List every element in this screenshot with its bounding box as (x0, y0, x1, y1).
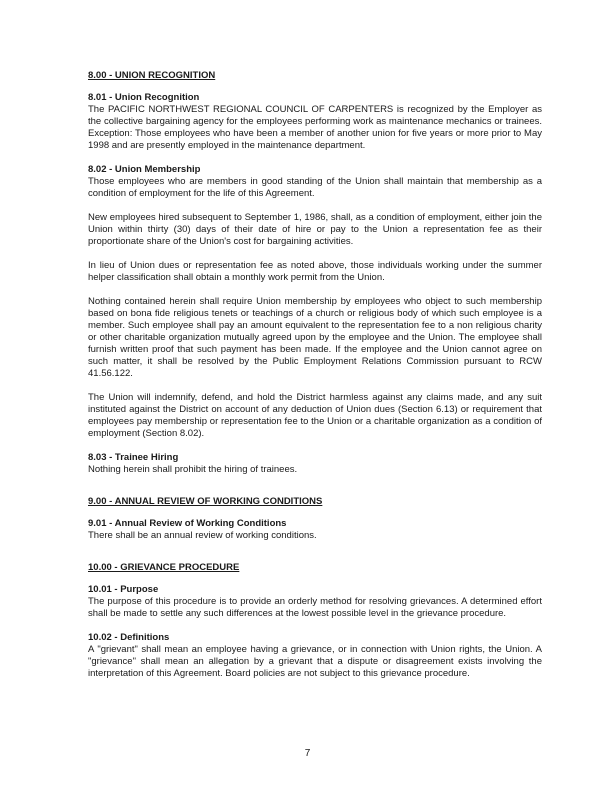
paragraph-8-02-e: The Union will indemnify, defend, and hold the District harmless against any claims made, and any suit instituted against the District on account of any deduction of Union dues (Section 6.13) or requirement that employees pay membership or representation fee to the Union or a charitable organization as a condition of employment (Section 8.02). (88, 392, 542, 439)
subsection-title-8-01: 8.01 - Union Recognition (88, 92, 200, 103)
subsection-title-9-01: 9.01 - Annual Review of Working Conditions (88, 518, 287, 529)
spacer (88, 554, 542, 562)
paragraph-10-01: The purpose of this procedure is to provide an orderly method for resolving grievances. A determined effort shall be made to settle any such differences at the lowest possible level in the grievance procedure. (88, 596, 542, 619)
subsection-title-10-02: 10.02 - Definitions (88, 632, 170, 643)
paragraph-8-01: The PACIFIC NORTHWEST REGIONAL COUNCIL OF CARPENTERS is recognized by the Employer as the collective bargaining agency for the employees performing work as maintenance mechanics or trainees. Exception: Those employees who have been a member of another union for five years or more prior to May 1998 and are presently employed in the maintenance department. (88, 104, 542, 151)
section-heading-10-00: 10.00 - GRIEVANCE PROCEDURE (88, 562, 240, 573)
paragraph-8-02-d: Nothing contained herein shall require Union membership by employees who object to such membership based on bona fide religious tenets or teachings of a church or religious body of which such employee is a member. Such employee shall pay an amount equivalent to the representation fee to a non religious charity or other charitable organization mutually agreed upon by the employee and the Union. The employee shall furnish written proof that such payment has been made. If the employee and the Union cannot agree on such matter, it shall be resolved by the Public Employment Relations Commission pursuant to RCW 41.56.122. (88, 296, 542, 379)
paragraph-9-01: There shall be an annual review of working conditions. (88, 530, 317, 541)
document-body (88, 70, 542, 692)
section-heading-9-00: 9.00 - ANNUAL REVIEW OF WORKING CONDITIONS (88, 496, 323, 507)
paragraph-8-02-c: In lieu of Union dues or representation fee as noted above, those individuals working under the summer helper classification shall obtain a monthly work permit from the Union. (88, 260, 542, 283)
subsection-title-8-03: 8.03 - Trainee Hiring (88, 452, 179, 463)
page-number: 7 (304, 748, 311, 759)
spacer (88, 488, 542, 496)
paragraph-8-02-b: New employees hired subsequent to September 1, 1986, shall, as a condition of employment, either join the Union within thirty (30) days of their date of hire or pay to the Union a representation fee as their proportionate share of the Union's cost for bargaining activities. (88, 212, 542, 247)
section-heading-8-00: 8.00 - UNION RECOGNITION (88, 70, 216, 81)
subsection-title-8-02: 8.02 - Union Membership (88, 164, 201, 175)
paragraph-10-02: A "grievant" shall mean an employee having a grievance, or in connection with Union rights, the Union. A "grievance" shall mean an allegation by a grievant that a dispute or disagreement exists involving the interpretation of this Agreement. Board policies are not subject to this grievance procedure. (88, 644, 542, 679)
paragraph-8-03: Nothing herein shall prohibit the hiring of trainees. (88, 464, 298, 475)
paragraph-8-02-a: Those employees who are members in good standing of the Union shall maintain that membership as a condition of employment for the life of this Agreement. (88, 176, 542, 199)
subsection-title-10-01: 10.01 - Purpose (88, 584, 159, 595)
